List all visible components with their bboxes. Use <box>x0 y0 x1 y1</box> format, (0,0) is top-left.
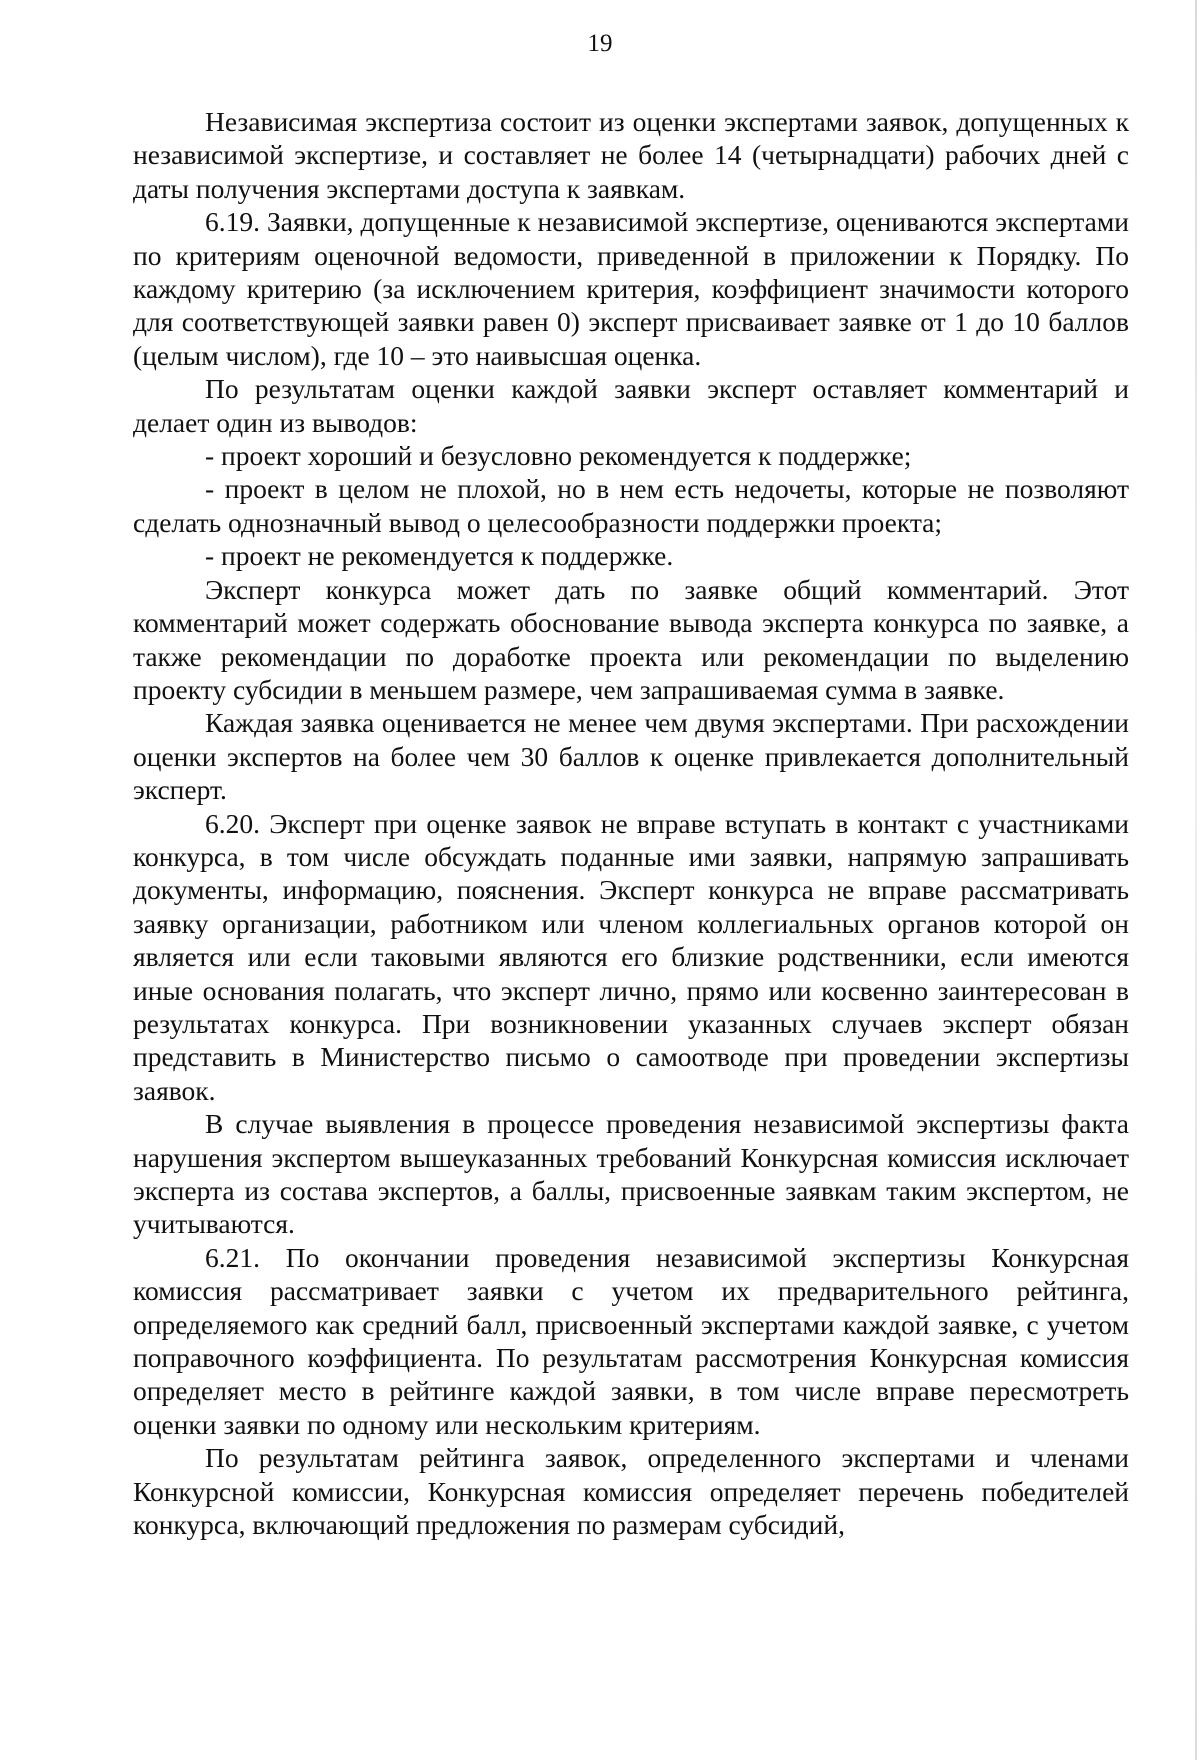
paragraph-winners-list: По результатам рейтинга заявок, определенного экспертами и членами Конкурсной комиссии, Конкурсная комиссия определяет перечень победителей конкурса, включающий предложения по размерам субсидий, <box>133 1442 1129 1541</box>
paragraph-two-experts: Каждая заявка оценивается не менее чем двумя экспертами. При расхождении оценки экспертов на более чем 30 баллов к оценке привлекается дополнительный эксперт. <box>133 707 1129 806</box>
document-body <box>133 105 1129 1541</box>
list-item-conclusion-1: - проект хороший и безусловно рекомендуется к поддержке; <box>205 440 912 472</box>
paragraph-general-comment: Эксперт конкурса может дать по заявке общий комментарий. Этот комментарий может содержать обоснование вывода эксперта конкурса по заявке, а также рекомендации по доработке проекта или рекомендации по выделению проекту субсидии в меньшем размере, чем запрашиваемая сумма в заявке. <box>133 573 1129 705</box>
page-number: 19 <box>587 30 613 57</box>
paragraph-6-20: 6.20. Эксперт при оценке заявок не вправе вступать в контакт с участниками конкурса, в том числе обсуждать поданные ими заявки, напрямую запрашивать документы, информацию, пояснения. Эксперт конкурса не вправе рассматривать заявку организации, работником или членом коллегиальных органов которой он является или если таковыми являются его близкие родственники, если имеются иные основания полагать, что эксперт лично, прямо или косвенно заинтересован в результатах конкурса. При возникновении указанных случаев эксперт обязан представить в Министерство письмо о самоотводе при проведении экспертизы заявок. <box>133 807 1129 1106</box>
scan-edge <box>1195 0 1197 1760</box>
paragraph-6-19: 6.19. Заявки, допущенные к независимой экспертизе, оцениваются экспертами по критериям оценочной ведомости, приведенной в приложении к Порядку. По каждому критерию (за исключением критерия, коэффициент значимости которого для соответствующей заявки равен 0) эксперт присваивает заявке от 1 до 10 баллов (целым числом), где 10 – это наивысшая оценка. <box>133 206 1129 371</box>
paragraph-expertise-duration: Независимая экспертиза состоит из оценки экспертами заявок, допущенных к независимой экспертизе, и составляет не более 14 (четырнадцати) рабочих дней с даты получения экспертами доступа к заявкам. <box>133 106 1129 204</box>
paragraph-conclusions-intro: По результатам оценки каждой заявки эксперт оставляет комментарий и делает один из выводов: <box>133 373 1129 438</box>
paragraph-6-21: 6.21. По окончании проведения независимой экспертизы Конкурсная комиссия рассматривает заявки с учетом их предварительного рейтинга, определяемого как средний балл, присвоенный экспертами каждой заявке, с учетом поправочного коэффициента. По результатам рассмотрения Конкурсная комиссия определяет место в рейтинге каждой заявки, в том числе вправе пересмотреть оценки заявки по одному или нескольким критериям. <box>133 1241 1129 1440</box>
list-item-conclusion-3: - проект не рекомендуется к поддержке. <box>205 540 674 572</box>
paragraph-violation: В случае выявления в процессе проведения независимой экспертизы факта нарушения экспертом вышеуказанных требований Конкурсная комиссия исключает эксперта из состава экспертов, а баллы, присвоенные заявкам таким экспертом, не учитываются. <box>133 1108 1129 1240</box>
list-item-conclusion-2: - проект в целом не плохой, но в нем есть недочеты, которые не позволяют сделать однозначный вывод о целесообразности поддержки проекта; <box>133 473 1129 538</box>
